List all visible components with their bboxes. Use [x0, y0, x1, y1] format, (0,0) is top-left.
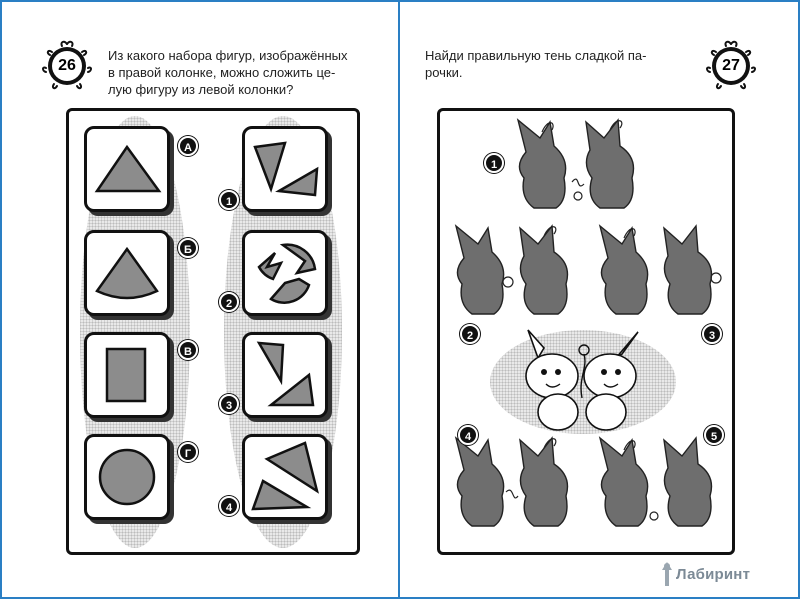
shadow-label-5: 5 [704, 425, 724, 445]
label-4: 4 [219, 496, 239, 516]
figure-card-circle [84, 434, 170, 520]
page-number-badge-right [704, 38, 758, 92]
label-1: 1 [219, 190, 239, 210]
page-gutter [398, 0, 400, 599]
figure-card-sector [84, 230, 170, 316]
task-line: Найди правильную тень сладкой па- [425, 48, 647, 63]
task-text-left [108, 47, 360, 98]
task-line: в правой колонке, можно сложить це- [108, 65, 336, 80]
couple-illustration-icon [498, 318, 668, 438]
shadow-label-2: 2 [460, 324, 480, 344]
shadow-option-2 [444, 218, 584, 322]
piece-set-card-3 [242, 332, 328, 418]
shadow-option-1 [506, 112, 656, 216]
label-B: Б [178, 238, 198, 258]
piece-set-card-2 [242, 230, 328, 316]
piece-set-card-1 [242, 126, 328, 212]
shadow-option-5 [588, 430, 728, 534]
task-line: Из какого набора фигур, изображённых [108, 48, 348, 63]
page-number: 27 [722, 57, 740, 74]
task-text-right [425, 47, 691, 81]
shadow-label-1: 1 [484, 153, 504, 173]
label-G: Г [178, 442, 198, 462]
shadow-label-4: 4 [458, 425, 478, 445]
shadow-option-4 [444, 430, 584, 534]
labirint-logo-icon [656, 560, 678, 590]
figure-card-rectangle [84, 332, 170, 418]
page-number: 26 [58, 57, 76, 74]
task-line: рочки. [425, 65, 463, 80]
shadow-option-3 [588, 218, 728, 322]
label-3: 3 [219, 394, 239, 414]
label-2: 2 [219, 292, 239, 312]
piece-set-card-4 [242, 434, 328, 520]
shadow-label-3: 3 [702, 324, 722, 344]
label-V: В [178, 340, 198, 360]
task-line: лую фигуру из левой колонки? [108, 82, 294, 97]
label-A: А [178, 136, 198, 156]
watermark-text: Лабиринт [676, 566, 751, 583]
figure-card-triangle [84, 126, 170, 212]
page-number-badge-left [40, 38, 94, 92]
